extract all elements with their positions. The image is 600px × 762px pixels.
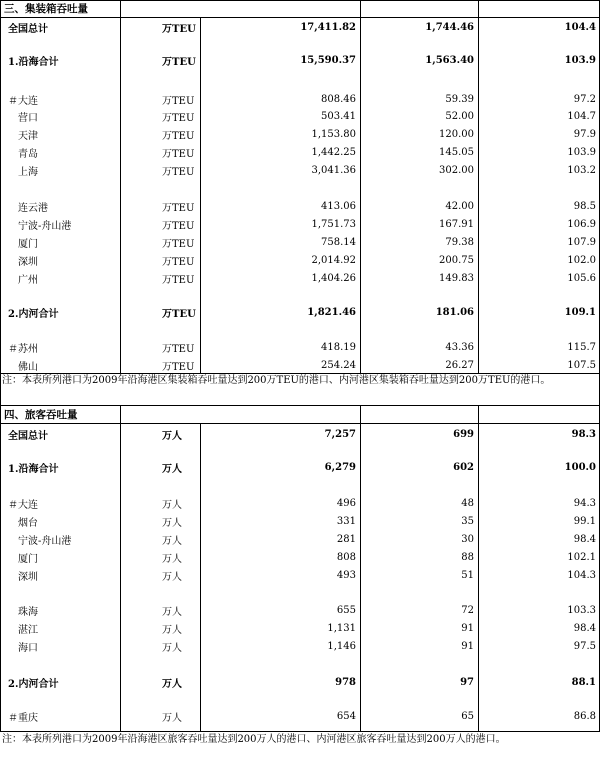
total-value-cell: 1,404.26: [311, 272, 356, 284]
grid-line: [0, 731, 600, 732]
growth-index-cell: 102.0: [567, 254, 596, 266]
total-value-cell: 254.24: [321, 359, 356, 371]
grid-line: [478, 0, 479, 373]
table-row: [0, 530, 600, 548]
unit-cell: 万TEU: [162, 238, 195, 250]
port-name-cell: 烟台: [18, 517, 38, 529]
port-name-cell: 深圳: [18, 571, 38, 583]
month-value-cell: 200.75: [439, 254, 474, 266]
growth-index-cell: 94.3: [573, 497, 596, 509]
port-name-cell: 连云港: [18, 202, 48, 214]
growth-index-cell: 98.5: [573, 200, 596, 212]
unit-cell: 万TEU: [162, 220, 195, 232]
total-value-cell: 1,146: [327, 640, 356, 652]
unit-cell: 万人: [162, 499, 182, 511]
port-name-cell: 宁波-舟山港: [18, 535, 72, 547]
port-name-cell: ＃苏州: [8, 343, 38, 355]
table-row: [0, 143, 600, 161]
total-value-cell: 758.14: [321, 236, 356, 248]
total-value-cell: 331: [336, 515, 356, 527]
grid-line: [0, 17, 600, 18]
table-row: [0, 233, 600, 251]
table-row: [0, 338, 600, 356]
port-name-cell: 湛江: [18, 624, 38, 636]
table-row: [0, 17, 600, 37]
port-name-cell: ＃大连: [8, 95, 38, 107]
total-value-cell: 17,411.82: [300, 21, 356, 33]
growth-index-cell: 106.9: [567, 218, 596, 230]
growth-index-cell: 104.7: [567, 110, 596, 122]
unit-cell: 万TEU: [162, 256, 195, 268]
table-row: [0, 457, 600, 477]
month-value-cell: 120.00: [439, 128, 474, 140]
table-row: [0, 50, 600, 70]
unit-cell: 万TEU: [162, 274, 195, 286]
growth-index-cell: 98.4: [573, 533, 596, 545]
month-value-cell: 72: [461, 604, 474, 616]
total-value-cell: 2,014.92: [311, 254, 356, 266]
month-value-cell: 97: [460, 676, 474, 688]
table-row: [0, 90, 600, 108]
month-value-cell: 88: [461, 551, 474, 563]
total-value-cell: 808: [336, 551, 356, 563]
total-value-cell: 15,590.37: [300, 54, 356, 66]
month-value-cell: 43.36: [445, 341, 474, 353]
table-row: [0, 302, 600, 322]
month-value-cell: 1,744.46: [425, 21, 474, 33]
total-value-cell: 493: [336, 569, 356, 581]
port-name-cell: ＃重庆: [8, 712, 38, 724]
total-value-cell: 496: [336, 497, 356, 509]
month-value-cell: 91: [461, 640, 474, 652]
unit-cell: 万人: [162, 430, 182, 442]
port-name-cell: 全国总计: [8, 430, 48, 442]
table-row: [0, 424, 600, 444]
table-row: [0, 251, 600, 269]
growth-index-cell: 103.2: [567, 164, 596, 176]
growth-index-cell: 103.9: [567, 146, 596, 158]
table-row: [0, 356, 600, 374]
port-name-cell: 全国总计: [8, 23, 48, 35]
growth-index-cell: 88.1: [571, 676, 596, 688]
section-4-title: 四、旅客吞吐量: [4, 409, 78, 421]
port-name-cell: 1.沿海合计: [8, 463, 59, 475]
month-value-cell: 52.00: [445, 110, 474, 122]
total-value-cell: 978: [335, 676, 356, 688]
grid-line: [120, 0, 121, 373]
growth-index-cell: 99.1: [573, 515, 596, 527]
month-value-cell: 181.06: [435, 306, 474, 318]
month-value-cell: 51: [461, 569, 474, 581]
unit-cell: 万TEU: [162, 56, 196, 68]
total-value-cell: 281: [336, 533, 356, 545]
growth-index-cell: 100.0: [564, 461, 596, 473]
grid-line: [360, 405, 361, 731]
table-row: [0, 197, 600, 215]
table-row: [0, 494, 600, 512]
month-value-cell: 302.00: [439, 164, 474, 176]
table-row: [0, 107, 600, 125]
growth-index-cell: 98.3: [571, 428, 596, 440]
month-value-cell: 26.27: [445, 359, 474, 371]
grid-line: [0, 405, 1, 731]
total-value-cell: 7,257: [324, 428, 356, 440]
month-value-cell: 602: [453, 461, 474, 473]
month-value-cell: 79.38: [445, 236, 474, 248]
unit-cell: 万人: [162, 463, 182, 475]
port-name-cell: 1.沿海合计: [8, 56, 59, 68]
grid-line: [0, 0, 600, 1]
table-row: [0, 269, 600, 287]
table-row: [0, 512, 600, 530]
total-value-cell: 808.46: [321, 93, 356, 105]
unit-cell: 万人: [162, 642, 182, 654]
unit-cell: 万人: [162, 517, 182, 529]
unit-cell: 万人: [162, 678, 182, 690]
total-value-cell: 654: [336, 710, 356, 722]
port-name-cell: 珠海: [18, 606, 38, 618]
growth-index-cell: 115.7: [567, 341, 596, 353]
unit-cell: 万人: [162, 571, 182, 583]
table-row: [0, 566, 600, 584]
grid-line: [478, 405, 479, 731]
total-value-cell: 413.06: [321, 200, 356, 212]
growth-index-cell: 103.9: [564, 54, 596, 66]
port-name-cell: 深圳: [18, 256, 38, 268]
total-value-cell: 1,442.25: [311, 146, 356, 158]
unit-cell: 万TEU: [162, 130, 195, 142]
growth-index-cell: 107.5: [567, 359, 596, 371]
growth-index-cell: 102.1: [567, 551, 596, 563]
unit-cell: 万TEU: [162, 112, 195, 124]
port-name-cell: 2.内河合计: [8, 308, 59, 320]
port-name-cell: 2.内河合计: [8, 678, 59, 690]
section-3-note: 注：本表所列港口为2009年沿海港区集装箱吞吐量达到200万TEU的港口、内河港区集装箱吞吐量达到200万TEU的港口。: [2, 375, 551, 386]
month-value-cell: 35: [461, 515, 474, 527]
unit-cell: 万人: [162, 535, 182, 547]
unit-cell: 万TEU: [162, 361, 195, 373]
table-row: [0, 125, 600, 143]
unit-cell: 万人: [162, 624, 182, 636]
growth-index-cell: 86.8: [573, 710, 596, 722]
port-name-cell: 宁波-舟山港: [18, 220, 72, 232]
table-row: [0, 637, 600, 655]
growth-index-cell: 98.4: [573, 622, 596, 634]
total-value-cell: 503.41: [321, 110, 356, 122]
total-value-cell: 1,131: [327, 622, 356, 634]
port-name-cell: 青岛: [18, 148, 38, 160]
unit-cell: 万TEU: [162, 202, 195, 214]
month-value-cell: 48: [461, 497, 474, 509]
table-row: [0, 672, 600, 692]
month-value-cell: 145.05: [439, 146, 474, 158]
growth-index-cell: 104.4: [564, 21, 596, 33]
port-name-cell: ＃大连: [8, 499, 38, 511]
grid-line: [0, 405, 600, 406]
port-name-cell: 厦门: [18, 238, 38, 250]
grid-line: [120, 405, 121, 731]
grid-line: [200, 423, 201, 731]
growth-index-cell: 97.5: [573, 640, 596, 652]
unit-cell: 万TEU: [162, 308, 196, 320]
section-3-title: 三、集装箱吞吐量: [4, 3, 88, 15]
month-value-cell: 699: [453, 428, 474, 440]
table-row: [0, 161, 600, 179]
growth-index-cell: 103.3: [567, 604, 596, 616]
unit-cell: 万TEU: [162, 343, 195, 355]
total-value-cell: 1,821.46: [307, 306, 356, 318]
unit-cell: 万人: [162, 606, 182, 618]
growth-index-cell: 97.9: [573, 128, 596, 140]
grid-line: [0, 423, 600, 424]
month-value-cell: 167.91: [439, 218, 474, 230]
grid-line: [0, 0, 1, 405]
grid-line: [200, 17, 201, 373]
month-value-cell: 65: [461, 710, 474, 722]
grid-line: [360, 0, 361, 373]
section-4-note: 注：本表所列港口为2009年沿海港区旅客吞吐量达到200万人的港口、内河港区旅客吞吐量达到200万人的港口。: [2, 734, 506, 745]
port-name-cell: 厦门: [18, 553, 38, 565]
port-name-cell: 上海: [18, 166, 38, 178]
unit-cell: 万人: [162, 553, 182, 565]
port-name-cell: 营口: [18, 112, 38, 124]
table-row: [0, 707, 600, 725]
month-value-cell: 42.00: [445, 200, 474, 212]
port-name-cell: 佛山: [18, 361, 38, 373]
unit-cell: 万人: [162, 712, 182, 724]
growth-index-cell: 107.9: [567, 236, 596, 248]
growth-index-cell: 97.2: [573, 93, 596, 105]
total-value-cell: 6,279: [324, 461, 356, 473]
table-row: [0, 619, 600, 637]
month-value-cell: 1,563.40: [425, 54, 474, 66]
growth-index-cell: 104.3: [567, 569, 596, 581]
table-row: [0, 601, 600, 619]
unit-cell: 万TEU: [162, 166, 195, 178]
month-value-cell: 149.83: [439, 272, 474, 284]
table-row: [0, 215, 600, 233]
port-name-cell: 天津: [18, 130, 38, 142]
unit-cell: 万TEU: [162, 95, 195, 107]
month-value-cell: 30: [461, 533, 474, 545]
port-name-cell: 广州: [18, 274, 38, 286]
grid-line: [0, 373, 600, 374]
total-value-cell: 418.19: [321, 341, 356, 353]
unit-cell: 万TEU: [162, 23, 196, 35]
total-value-cell: 1,751.73: [311, 218, 356, 230]
total-value-cell: 1,153.80: [311, 128, 356, 140]
growth-index-cell: 109.1: [564, 306, 596, 318]
growth-index-cell: 105.6: [567, 272, 596, 284]
total-value-cell: 3,041.36: [311, 164, 356, 176]
unit-cell: 万TEU: [162, 148, 195, 160]
port-name-cell: 海口: [18, 642, 38, 654]
month-value-cell: 91: [461, 622, 474, 634]
month-value-cell: 59.39: [445, 93, 474, 105]
total-value-cell: 655: [336, 604, 356, 616]
table-row: [0, 548, 600, 566]
